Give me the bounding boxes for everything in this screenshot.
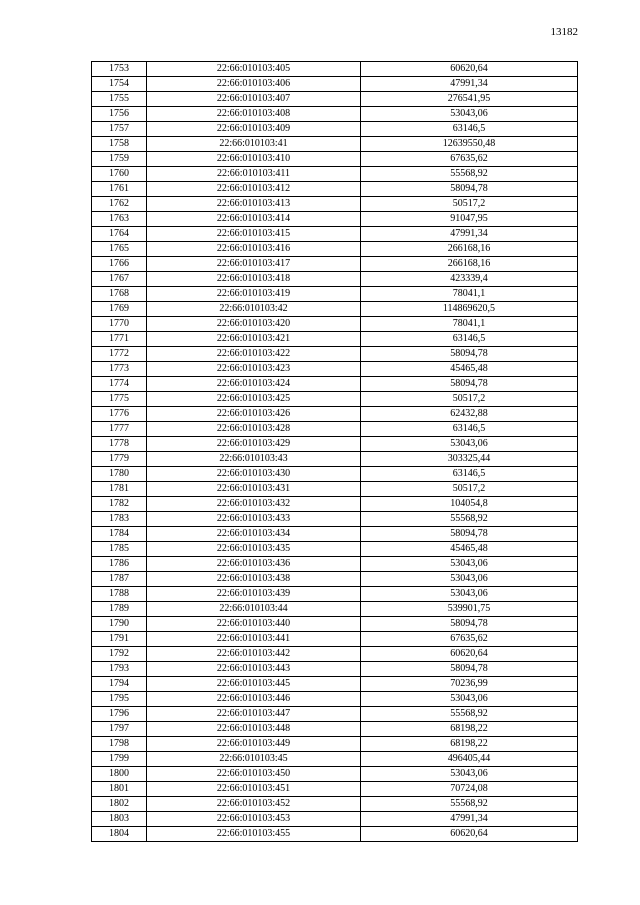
- value-cell: 58094,78: [361, 662, 578, 677]
- cadastral-number-cell: 22:66:010103:428: [147, 422, 361, 437]
- row-number-cell: 1800: [92, 767, 147, 782]
- table-row: [92, 197, 578, 212]
- row-number-cell: 1754: [92, 77, 147, 92]
- value-cell: 67635,62: [361, 152, 578, 167]
- table-row: [92, 572, 578, 587]
- row-number-cell: 1755: [92, 92, 147, 107]
- row-number-cell: 1770: [92, 317, 147, 332]
- value-cell: 58094,78: [361, 527, 578, 542]
- cadastral-number-cell: 22:66:010103:424: [147, 377, 361, 392]
- value-cell: 50517,2: [361, 392, 578, 407]
- cadastral-number-cell: 22:66:010103:414: [147, 212, 361, 227]
- row-number-cell: 1784: [92, 527, 147, 542]
- value-cell: 55568,92: [361, 167, 578, 182]
- value-cell: 53043,06: [361, 557, 578, 572]
- cadastral-number-cell: 22:66:010103:446: [147, 692, 361, 707]
- cadastral-number-cell: 22:66:010103:430: [147, 467, 361, 482]
- table-row: [92, 497, 578, 512]
- value-cell: 63146,5: [361, 422, 578, 437]
- cadastral-number-cell: 22:66:010103:438: [147, 572, 361, 587]
- table-row: [92, 632, 578, 647]
- cadastral-number-cell: 22:66:010103:418: [147, 272, 361, 287]
- cadastral-number-cell: 22:66:010103:441: [147, 632, 361, 647]
- table-row: [92, 467, 578, 482]
- table-row: [92, 92, 578, 107]
- row-number-cell: 1771: [92, 332, 147, 347]
- table-row: [92, 752, 578, 767]
- table-row: [92, 557, 578, 572]
- row-number-cell: 1777: [92, 422, 147, 437]
- table-row: [92, 482, 578, 497]
- cadastral-number-cell: 22:66:010103:415: [147, 227, 361, 242]
- row-number-cell: 1785: [92, 542, 147, 557]
- cadastral-number-cell: 22:66:010103:405: [147, 62, 361, 77]
- cadastral-number-cell: 22:66:010103:422: [147, 347, 361, 362]
- cadastral-number-cell: 22:66:010103:42: [147, 302, 361, 317]
- cadastral-number-cell: 22:66:010103:453: [147, 812, 361, 827]
- table-row: [92, 122, 578, 137]
- row-number-cell: 1773: [92, 362, 147, 377]
- cadastral-number-cell: 22:66:010103:440: [147, 617, 361, 632]
- value-cell: 62432,88: [361, 407, 578, 422]
- row-number-cell: 1772: [92, 347, 147, 362]
- value-cell: 266168,16: [361, 257, 578, 272]
- cadastral-number-cell: 22:66:010103:449: [147, 737, 361, 752]
- cadastral-number-cell: 22:66:010103:451: [147, 782, 361, 797]
- value-cell: 60620,64: [361, 62, 578, 77]
- row-number-cell: 1764: [92, 227, 147, 242]
- cadastral-number-cell: 22:66:010103:432: [147, 497, 361, 512]
- value-cell: 63146,5: [361, 332, 578, 347]
- cadastral-number-cell: 22:66:010103:421: [147, 332, 361, 347]
- row-number-cell: 1761: [92, 182, 147, 197]
- table-row: [92, 767, 578, 782]
- table-row: [92, 212, 578, 227]
- cadastral-number-cell: 22:66:010103:412: [147, 182, 361, 197]
- row-number-cell: 1799: [92, 752, 147, 767]
- value-cell: 53043,06: [361, 767, 578, 782]
- cadastral-number-cell: 22:66:010103:442: [147, 647, 361, 662]
- row-number-cell: 1780: [92, 467, 147, 482]
- cadastral-number-cell: 22:66:010103:433: [147, 512, 361, 527]
- cadastral-number-cell: 22:66:010103:406: [147, 77, 361, 92]
- value-cell: 276541,95: [361, 92, 578, 107]
- cadastral-number-cell: 22:66:010103:455: [147, 827, 361, 842]
- table-row: [92, 692, 578, 707]
- table-row: [92, 137, 578, 152]
- cadastral-number-cell: 22:66:010103:417: [147, 257, 361, 272]
- value-cell: 47991,34: [361, 227, 578, 242]
- cadastral-number-cell: 22:66:010103:419: [147, 287, 361, 302]
- cadastral-table: [91, 61, 578, 842]
- cadastral-number-cell: 22:66:010103:439: [147, 587, 361, 602]
- row-number-cell: 1797: [92, 722, 147, 737]
- cadastral-number-cell: 22:66:010103:407: [147, 92, 361, 107]
- table-row: [92, 257, 578, 272]
- table-row: [92, 422, 578, 437]
- value-cell: 70724,08: [361, 782, 578, 797]
- table-row: [92, 617, 578, 632]
- value-cell: 60620,64: [361, 827, 578, 842]
- cadastral-number-cell: 22:66:010103:450: [147, 767, 361, 782]
- cadastral-number-cell: 22:66:010103:426: [147, 407, 361, 422]
- row-number-cell: 1779: [92, 452, 147, 467]
- cadastral-number-cell: 22:66:010103:41: [147, 137, 361, 152]
- row-number-cell: 1781: [92, 482, 147, 497]
- value-cell: 58094,78: [361, 182, 578, 197]
- row-number-cell: 1802: [92, 797, 147, 812]
- value-cell: 114869620,5: [361, 302, 578, 317]
- cadastral-number-cell: 22:66:010103:408: [147, 107, 361, 122]
- value-cell: 78041,1: [361, 287, 578, 302]
- row-number-cell: 1763: [92, 212, 147, 227]
- cadastral-number-cell: 22:66:010103:445: [147, 677, 361, 692]
- cadastral-number-cell: 22:66:010103:431: [147, 482, 361, 497]
- row-number-cell: 1801: [92, 782, 147, 797]
- row-number-cell: 1774: [92, 377, 147, 392]
- value-cell: 539901,75: [361, 602, 578, 617]
- table-row: [92, 317, 578, 332]
- row-number-cell: 1757: [92, 122, 147, 137]
- value-cell: 68198,22: [361, 737, 578, 752]
- value-cell: 53043,06: [361, 572, 578, 587]
- table-row: [92, 737, 578, 752]
- table-row: [92, 512, 578, 527]
- cadastral-number-cell: 22:66:010103:448: [147, 722, 361, 737]
- row-number-cell: 1776: [92, 407, 147, 422]
- row-number-cell: 1756: [92, 107, 147, 122]
- table-row: [92, 677, 578, 692]
- value-cell: 67635,62: [361, 632, 578, 647]
- table-row: [92, 347, 578, 362]
- row-number-cell: 1783: [92, 512, 147, 527]
- table-row: [92, 107, 578, 122]
- table-row: [92, 242, 578, 257]
- table-row: [92, 797, 578, 812]
- table-row: [92, 377, 578, 392]
- table-row: [92, 407, 578, 422]
- row-number-cell: 1790: [92, 617, 147, 632]
- table-row: [92, 62, 578, 77]
- value-cell: 303325,44: [361, 452, 578, 467]
- cadastral-number-cell: 22:66:010103:411: [147, 167, 361, 182]
- table-row: [92, 437, 578, 452]
- value-cell: 63146,5: [361, 467, 578, 482]
- cadastral-number-cell: 22:66:010103:452: [147, 797, 361, 812]
- table-row: [92, 77, 578, 92]
- row-number-cell: 1762: [92, 197, 147, 212]
- value-cell: 58094,78: [361, 377, 578, 392]
- row-number-cell: 1787: [92, 572, 147, 587]
- row-number-cell: 1768: [92, 287, 147, 302]
- cadastral-number-cell: 22:66:010103:434: [147, 527, 361, 542]
- row-number-cell: 1798: [92, 737, 147, 752]
- value-cell: 47991,34: [361, 77, 578, 92]
- table-row: [92, 392, 578, 407]
- cadastral-number-cell: 22:66:010103:410: [147, 152, 361, 167]
- table-row: [92, 227, 578, 242]
- value-cell: 50517,2: [361, 197, 578, 212]
- value-cell: 45465,48: [361, 542, 578, 557]
- row-number-cell: 1753: [92, 62, 147, 77]
- table-row: [92, 722, 578, 737]
- row-number-cell: 1789: [92, 602, 147, 617]
- row-number-cell: 1769: [92, 302, 147, 317]
- row-number-cell: 1782: [92, 497, 147, 512]
- row-number-cell: 1792: [92, 647, 147, 662]
- row-number-cell: 1760: [92, 167, 147, 182]
- table-row: [92, 662, 578, 677]
- cadastral-number-cell: 22:66:010103:413: [147, 197, 361, 212]
- table-row: [92, 287, 578, 302]
- cadastral-number-cell: 22:66:010103:44: [147, 602, 361, 617]
- table-row: [92, 302, 578, 317]
- row-number-cell: 1775: [92, 392, 147, 407]
- row-number-cell: 1767: [92, 272, 147, 287]
- table-row: [92, 707, 578, 722]
- row-number-cell: 1788: [92, 587, 147, 602]
- value-cell: 12639550,48: [361, 137, 578, 152]
- row-number-cell: 1759: [92, 152, 147, 167]
- row-number-cell: 1795: [92, 692, 147, 707]
- table-row: [92, 827, 578, 842]
- table-row: [92, 587, 578, 602]
- value-cell: 68198,22: [361, 722, 578, 737]
- value-cell: 60620,64: [361, 647, 578, 662]
- cadastral-number-cell: 22:66:010103:423: [147, 362, 361, 377]
- value-cell: 53043,06: [361, 692, 578, 707]
- cadastral-number-cell: 22:66:010103:443: [147, 662, 361, 677]
- cadastral-number-cell: 22:66:010103:429: [147, 437, 361, 452]
- value-cell: 53043,06: [361, 437, 578, 452]
- cadastral-number-cell: 22:66:010103:416: [147, 242, 361, 257]
- value-cell: 58094,78: [361, 617, 578, 632]
- row-number-cell: 1794: [92, 677, 147, 692]
- table-row: [92, 602, 578, 617]
- table-row: [92, 332, 578, 347]
- value-cell: 53043,06: [361, 107, 578, 122]
- row-number-cell: 1766: [92, 257, 147, 272]
- value-cell: 266168,16: [361, 242, 578, 257]
- table-row: [92, 152, 578, 167]
- value-cell: 78041,1: [361, 317, 578, 332]
- row-number-cell: 1804: [92, 827, 147, 842]
- value-cell: 55568,92: [361, 512, 578, 527]
- cadastral-number-cell: 22:66:010103:409: [147, 122, 361, 137]
- table-row: [92, 182, 578, 197]
- table-body: [92, 62, 578, 842]
- cadastral-number-cell: 22:66:010103:43: [147, 452, 361, 467]
- cadastral-number-cell: 22:66:010103:447: [147, 707, 361, 722]
- value-cell: 50517,2: [361, 482, 578, 497]
- value-cell: 58094,78: [361, 347, 578, 362]
- row-number-cell: 1793: [92, 662, 147, 677]
- table-row: [92, 782, 578, 797]
- cadastral-number-cell: 22:66:010103:425: [147, 392, 361, 407]
- value-cell: 70236,99: [361, 677, 578, 692]
- table-row: [92, 272, 578, 287]
- row-number-cell: 1778: [92, 437, 147, 452]
- table-row: [92, 452, 578, 467]
- row-number-cell: 1758: [92, 137, 147, 152]
- value-cell: 53043,06: [361, 587, 578, 602]
- value-cell: 45465,48: [361, 362, 578, 377]
- row-number-cell: 1791: [92, 632, 147, 647]
- row-number-cell: 1786: [92, 557, 147, 572]
- table-row: [92, 542, 578, 557]
- page-number: 13182: [550, 26, 578, 38]
- row-number-cell: 1765: [92, 242, 147, 257]
- value-cell: 104054,8: [361, 497, 578, 512]
- table-row: [92, 167, 578, 182]
- table-row: [92, 812, 578, 827]
- table-row: [92, 527, 578, 542]
- table-row: [92, 362, 578, 377]
- value-cell: 55568,92: [361, 707, 578, 722]
- value-cell: 496405,44: [361, 752, 578, 767]
- cadastral-number-cell: 22:66:010103:420: [147, 317, 361, 332]
- value-cell: 91047,95: [361, 212, 578, 227]
- row-number-cell: 1803: [92, 812, 147, 827]
- table-row: [92, 647, 578, 662]
- value-cell: 423339,4: [361, 272, 578, 287]
- value-cell: 47991,34: [361, 812, 578, 827]
- cadastral-number-cell: 22:66:010103:436: [147, 557, 361, 572]
- cadastral-number-cell: 22:66:010103:45: [147, 752, 361, 767]
- row-number-cell: 1796: [92, 707, 147, 722]
- value-cell: 55568,92: [361, 797, 578, 812]
- cadastral-number-cell: 22:66:010103:435: [147, 542, 361, 557]
- value-cell: 63146,5: [361, 122, 578, 137]
